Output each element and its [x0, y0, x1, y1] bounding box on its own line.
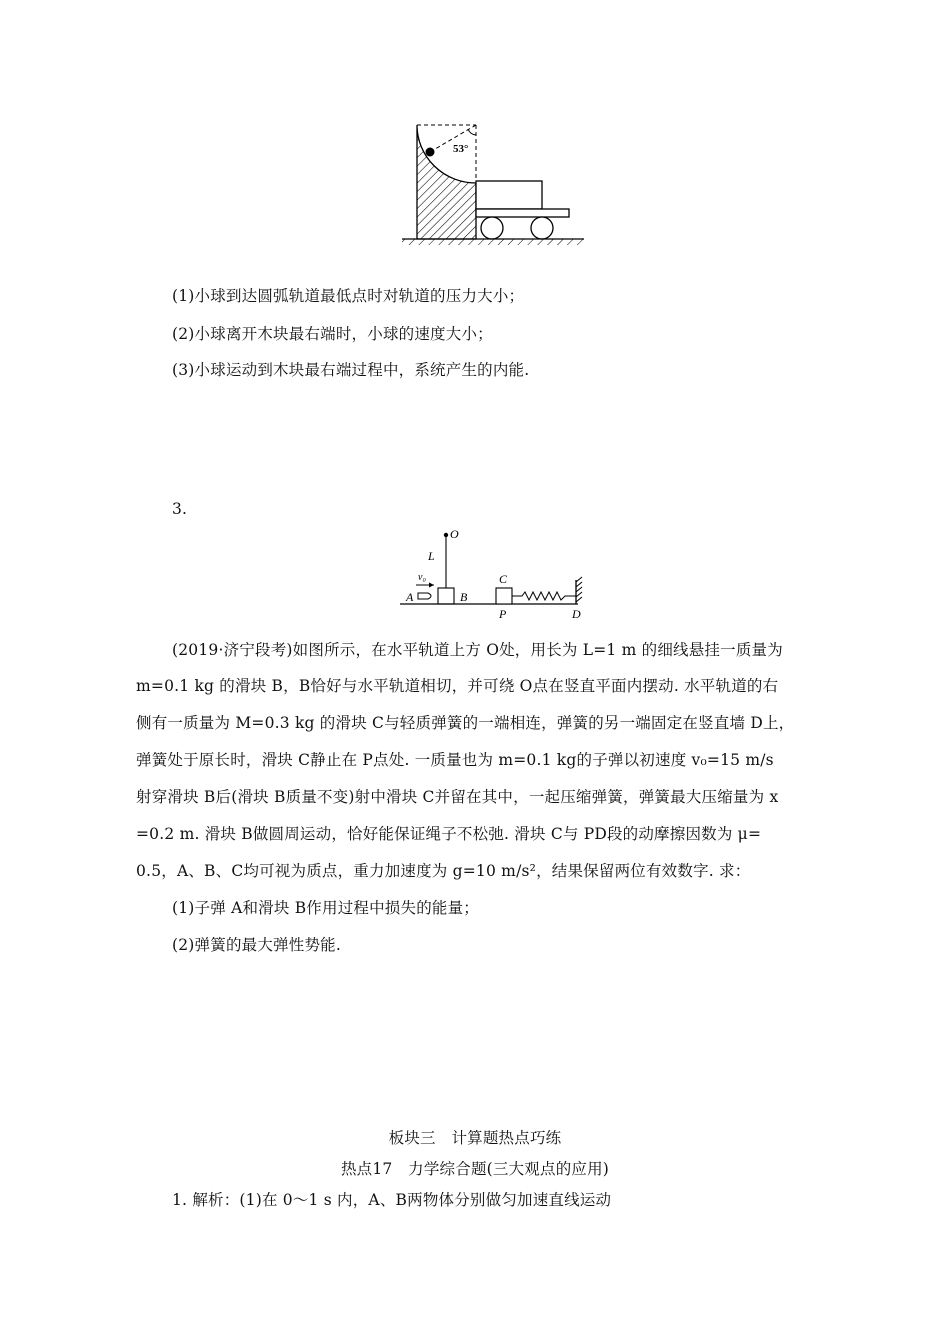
cart-board	[476, 209, 569, 217]
label-v0: v₀	[418, 572, 426, 583]
problem-3-number: 3.	[172, 500, 188, 518]
problem-3-question-2: (2)弹簧的最大弹性势能.	[172, 936, 341, 954]
figure-track-ball-cart	[400, 115, 600, 255]
wooden-block	[476, 181, 542, 209]
block-C	[496, 588, 512, 604]
label-B: B	[460, 590, 468, 604]
answer-1-first-line: 1. 解析：(1)在 0～1 s 内，A、B两物体分别做匀加速直线运动	[172, 1191, 612, 1209]
problem-3-line-2: m=0.1 kg 的滑块 B，B恰好与水平轨道相切，并可绕 O点在竖直平面内摆动. 水平轨道的右	[136, 677, 779, 695]
problem-3-line-6: =0.2 m. 滑块 B做圆周运动，恰好能保证绳子不松弛. 滑块 C与 PD段的动摩擦因数为 μ=	[136, 825, 762, 843]
cart-wheel-right	[531, 217, 553, 239]
label-A: A	[406, 590, 414, 604]
problem-3-line-1: (2019·济宁段考)如图所示，在水平轨道上方 O处，用长为 L=1 m 的细线悬挂一质量为	[172, 641, 783, 659]
ball	[426, 148, 435, 157]
section-subtitle: 热点17 力学综合题(三大观点的应用)	[340, 1160, 610, 1178]
label-D: D	[572, 607, 581, 620]
question-2-1: (1)小球到达圆弧轨道最低点时对轨道的压力大小；	[172, 287, 525, 305]
cart-wheel-left	[481, 217, 503, 239]
bullet-A	[418, 593, 431, 599]
question-2-2: (2)小球离开木块最右端时，小球的速度大小；	[172, 325, 493, 343]
problem-3-question-1: (1)子弹 A和滑块 B作用过程中损失的能量；	[172, 899, 479, 917]
spring	[512, 592, 576, 600]
label-O: O	[450, 527, 459, 541]
section-title: 板块三 计算题热点巧练	[388, 1129, 562, 1147]
question-2-3: (3)小球运动到木块最右端过程中，系统产生的内能.	[172, 361, 530, 379]
problem-3-line-5: 射穿滑块 B后(滑块 B质量不变)射中滑块 C并留在其中，一起压缩弹簧，弹簧最大压缩量为 x	[136, 788, 779, 806]
label-C: C	[499, 572, 508, 586]
block-B	[438, 588, 454, 604]
problem-3-line-7: 0.5，A、B、C均可视为质点，重力加速度为 g=10 m/s²，结果保留两位有效数字. 求：	[136, 862, 751, 880]
ground-hatch	[402, 239, 584, 245]
figure-bullet-pendulum-spring	[398, 524, 618, 620]
angle-label: 53°	[453, 143, 469, 155]
problem-3-line-3: 侧有一质量为 M=0.3 kg 的滑块 C与轻质弹簧的一端相连，弹簧的另一端固定在竖直墙 D上，	[136, 714, 795, 732]
label-P: P	[499, 607, 507, 620]
label-L: L	[428, 549, 435, 563]
problem-3-line-4: 弹簧处于原长时，滑块 C静止在 P点处. 一质量也为 m=0.1 kg的子弹以初速度 v₀=15 m/s	[136, 751, 774, 769]
